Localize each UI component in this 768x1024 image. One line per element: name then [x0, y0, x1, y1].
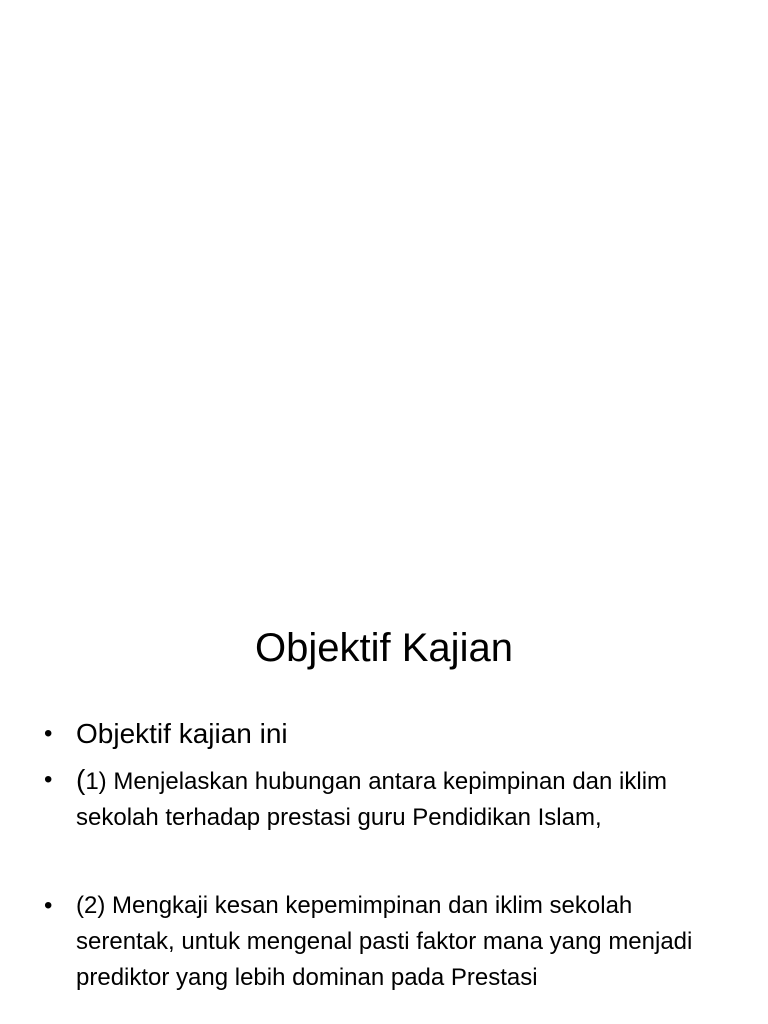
- bullet-list: [44, 714, 724, 996]
- bullet-lead: (: [76, 764, 86, 795]
- bullet-icon: •: [44, 892, 53, 919]
- bullet-text: (2) Mengkaji kesan kepemimpinan dan iklim sekolah serentak, untuk mengenal pasti faktor mana yang menjadi prediktor yang lebih dominan pada Prestasi: [76, 892, 693, 991]
- bullet-text: Objektif kajian ini: [76, 718, 288, 749]
- bullet-icon: •: [44, 720, 53, 747]
- list-item: [44, 762, 724, 836]
- slide-title: Objektif Kajian: [255, 626, 513, 670]
- list-item: [44, 888, 724, 996]
- bullet-text: 1) Menjelaskan hubungan antara kepimpinan dan iklim sekolah terhadap prestasi guru Pendidikan Islam,: [76, 768, 668, 831]
- bullet-icon: •: [44, 766, 53, 793]
- list-item: [44, 714, 724, 754]
